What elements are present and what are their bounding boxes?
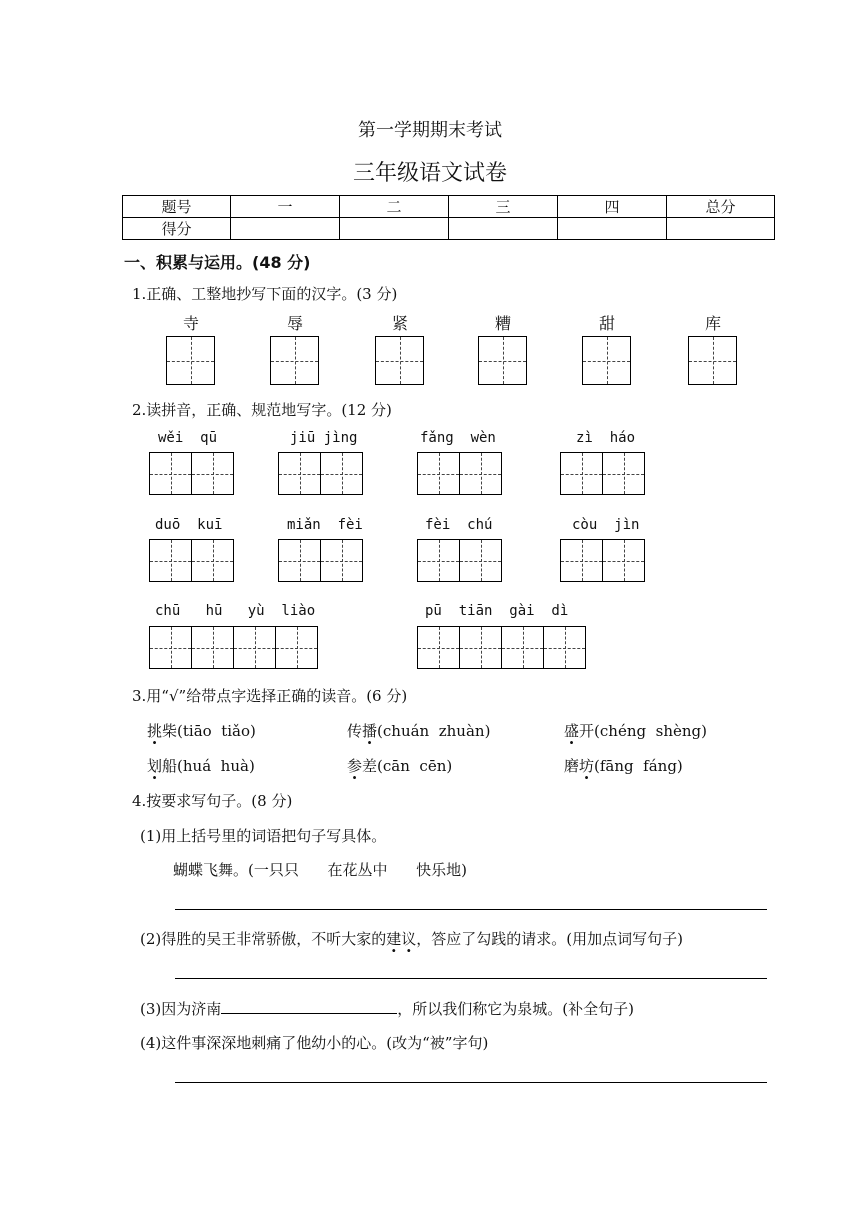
sub-question-2 <box>140 928 683 949</box>
grid-cell[interactable] <box>478 336 527 385</box>
plain-char: 柴 <box>162 722 178 740</box>
grid-cell[interactable] <box>459 539 502 582</box>
grid-cell[interactable] <box>459 452 502 495</box>
reading-options[interactable]: (cān cēn) <box>377 757 453 775</box>
grid-cell[interactable] <box>417 452 460 495</box>
grid-cell[interactable] <box>417 539 460 582</box>
reading-options[interactable]: (chéng shèng) <box>594 722 707 740</box>
grid-cell[interactable] <box>582 336 631 385</box>
reading-item <box>564 720 707 741</box>
exam-title: 第一学期期末考试 <box>358 120 502 141</box>
grid-cell[interactable] <box>278 452 321 495</box>
writing-grid[interactable] <box>149 626 318 669</box>
writing-grid[interactable] <box>688 336 737 385</box>
writing-grid[interactable] <box>278 539 363 582</box>
fill-blank[interactable] <box>221 999 397 1014</box>
score-table <box>122 195 775 240</box>
answer-line[interactable] <box>175 978 767 979</box>
grid-cell[interactable] <box>191 626 234 669</box>
table-cell: 一 <box>231 196 340 218</box>
grid-cell[interactable] <box>233 626 276 669</box>
reading-options[interactable]: (fāng fáng) <box>594 757 683 775</box>
answer-line[interactable] <box>175 1082 767 1083</box>
sub-question-4: (4)这件事深深地刺痛了他幼小的心。(改为“被”字句) <box>140 1034 489 1052</box>
grid-cell[interactable] <box>191 539 234 582</box>
reading-item <box>347 720 490 741</box>
pinyin-label: miǎn fèi <box>287 517 363 533</box>
section-title: 一、积累与运用。(48 分) <box>124 253 311 272</box>
writing-grid[interactable] <box>560 539 645 582</box>
grid-cell[interactable] <box>560 452 603 495</box>
copy-char: 紧 <box>391 314 408 333</box>
grid-cell[interactable] <box>602 539 645 582</box>
reading-item <box>347 755 452 776</box>
reading-options[interactable]: (huá huà) <box>177 757 255 775</box>
example-sentence: 蝴蝶飞舞。(一只只 在花丛中 快乐地) <box>173 861 467 879</box>
score-input-cell[interactable] <box>340 218 449 240</box>
grid-cell[interactable] <box>149 452 192 495</box>
table-cell: 得分 <box>123 218 231 240</box>
dotted-char: 挑 <box>147 722 163 740</box>
plain-char: 船 <box>162 757 178 775</box>
grid-cell[interactable] <box>375 336 424 385</box>
sub-question-3-text: (3)因为济南 <box>140 1000 222 1018</box>
dotted-char: 坊 <box>579 757 595 775</box>
dotted-char: 议 <box>401 930 417 948</box>
grid-cell[interactable] <box>270 336 319 385</box>
sub-question-1: (1)用上括号里的词语把句子写具体。 <box>140 827 387 845</box>
reading-item <box>147 720 256 741</box>
table-cell: 四 <box>558 196 667 218</box>
writing-grid[interactable] <box>560 452 645 495</box>
table-cell: 三 <box>449 196 558 218</box>
grid-cell[interactable] <box>320 539 363 582</box>
pinyin-label: jiū jìng <box>290 430 358 446</box>
grid-cell[interactable] <box>417 626 460 669</box>
score-input-cell[interactable] <box>558 218 667 240</box>
copy-char: 糟 <box>494 314 511 333</box>
grid-cell[interactable] <box>459 626 502 669</box>
table-cell: 总分 <box>667 196 775 218</box>
pinyin-label: fǎng wèn <box>420 430 496 446</box>
score-input-cell[interactable] <box>231 218 340 240</box>
sub-question-2-text: ，答应了勾践的请求。(用加点词写句子) <box>416 930 683 948</box>
grid-cell[interactable] <box>320 452 363 495</box>
question-4-text: 4.按要求写句子。(8 分) <box>132 792 293 810</box>
pinyin-label: fèi chú <box>425 517 493 533</box>
plain-char: 传 <box>347 722 363 740</box>
writing-grid[interactable] <box>582 336 631 385</box>
table-row <box>123 196 775 218</box>
pinyin-label: wěi qū <box>158 430 218 446</box>
writing-grid[interactable] <box>417 452 502 495</box>
sub-question-2-text: (2)得胜的吴王非常骄傲，不听大家的 <box>140 930 387 948</box>
pinyin-label: còu jìn <box>572 517 640 533</box>
sub-question-3 <box>140 998 634 1019</box>
writing-grid[interactable] <box>270 336 319 385</box>
writing-grid[interactable] <box>417 626 586 669</box>
pinyin-label: chū hū yù liào <box>155 603 316 619</box>
copy-char: 辱 <box>286 314 303 333</box>
dotted-char: 播 <box>362 722 378 740</box>
writing-grid[interactable] <box>149 452 234 495</box>
grid-cell[interactable] <box>191 452 234 495</box>
writing-grid[interactable] <box>478 336 527 385</box>
reading-options[interactable]: (chuán zhuàn) <box>377 722 491 740</box>
writing-grid[interactable] <box>417 539 502 582</box>
grid-cell[interactable] <box>501 626 544 669</box>
dotted-char: 参 <box>347 757 363 775</box>
grid-cell[interactable] <box>560 539 603 582</box>
dotted-char: 盛 <box>564 722 580 740</box>
writing-grid[interactable] <box>375 336 424 385</box>
grid-cell[interactable] <box>688 336 737 385</box>
writing-grid[interactable] <box>149 539 234 582</box>
plain-char: 差 <box>362 757 378 775</box>
writing-grid[interactable] <box>166 336 215 385</box>
copy-char: 寺 <box>182 314 199 333</box>
pinyin-label: duō kuī <box>155 517 223 533</box>
pinyin-label: zì háo <box>576 430 636 446</box>
plain-char: 开 <box>579 722 595 740</box>
score-input-cell[interactable] <box>667 218 775 240</box>
grid-cell[interactable] <box>602 452 645 495</box>
question-3-text: 3.用“√”给带点字选择正确的读音。(6 分) <box>132 687 408 705</box>
grid-cell[interactable] <box>275 626 318 669</box>
paper-title: 三年级语文试卷 <box>352 161 507 186</box>
table-cell: 题号 <box>123 196 231 218</box>
reading-options[interactable]: (tiāo tiǎo) <box>177 722 256 740</box>
grid-cell[interactable] <box>149 539 192 582</box>
question-1-text: 1.正确、工整地抄写下面的汉字。(3 分) <box>132 285 398 303</box>
question-2-text: 2.读拼音，正确、规范地写字。(12 分) <box>132 401 392 419</box>
sub-question-3-text: ，所以我们称它为泉城。(补全句子) <box>397 1000 634 1018</box>
grid-cell[interactable] <box>543 626 586 669</box>
score-input-cell[interactable] <box>449 218 558 240</box>
reading-item <box>564 755 683 776</box>
grid-cell[interactable] <box>149 626 192 669</box>
grid-cell[interactable] <box>166 336 215 385</box>
plain-char: 磨 <box>564 757 580 775</box>
table-row <box>123 218 775 240</box>
pinyin-label: pū tiān gài dì <box>425 603 569 619</box>
grid-cell[interactable] <box>278 539 321 582</box>
copy-char: 甜 <box>598 314 615 333</box>
dotted-char: 划 <box>147 757 163 775</box>
dotted-char: 建 <box>386 930 402 948</box>
copy-char: 库 <box>704 314 721 333</box>
table-cell: 二 <box>340 196 449 218</box>
reading-item <box>147 755 255 776</box>
writing-grid[interactable] <box>278 452 363 495</box>
answer-line[interactable] <box>175 909 767 910</box>
